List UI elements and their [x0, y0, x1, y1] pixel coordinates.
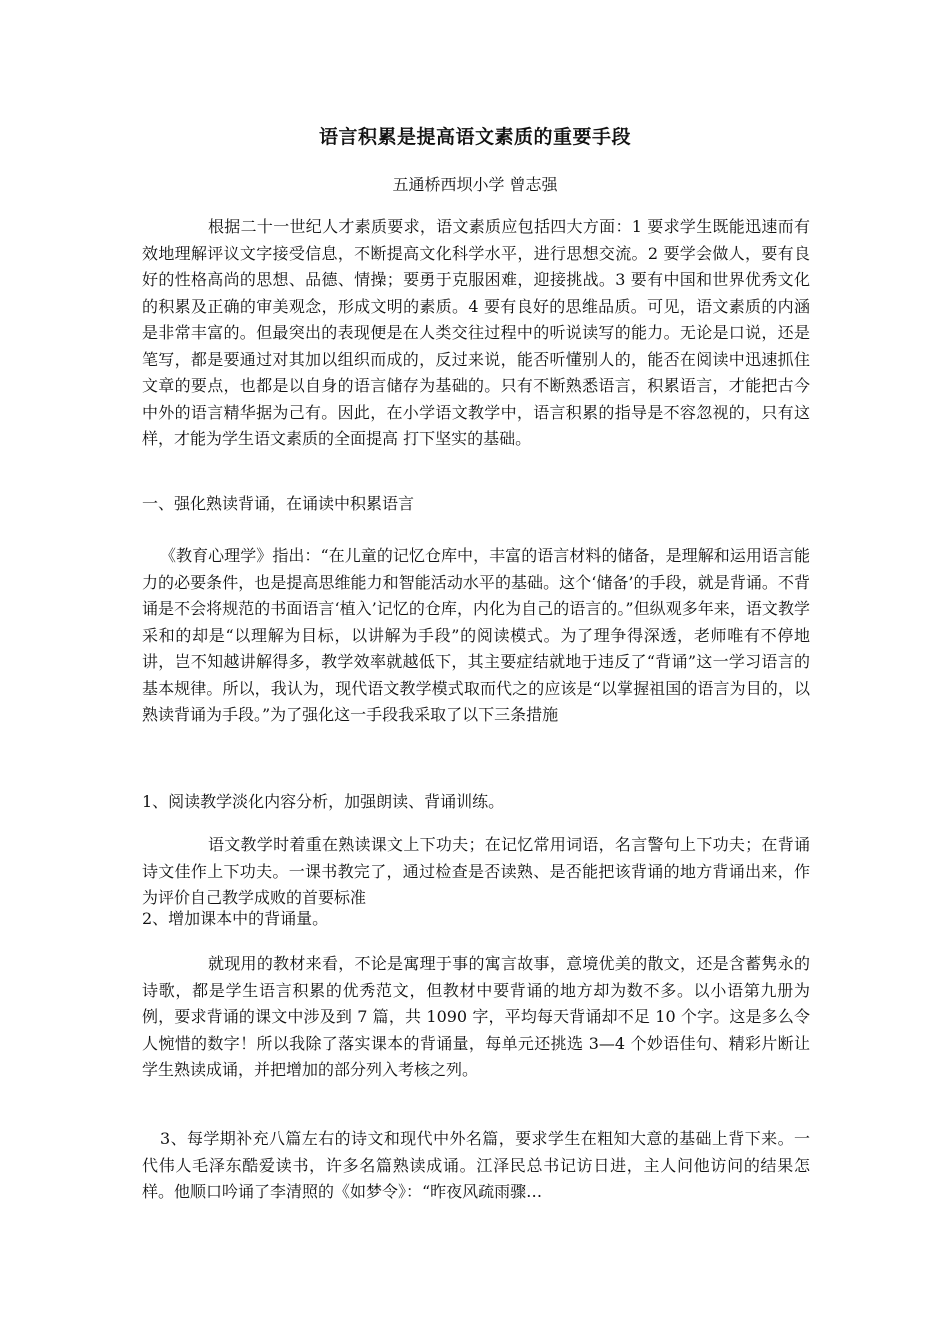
item2-heading: 2、增加课本中的背诵量。 — [142, 909, 329, 928]
document-author: 五通桥西坝小学 曾志强 — [392, 175, 558, 194]
section1-paragraph: 《教育心理学》指出：“在儿童的记忆仓库中，丰富的语言材料的储备，是理解和运用语言能力的必要条件，也是提高思维能力和智能活动水平的基础。这个‘储备’的手段，就是背诵。不背诵是不会将规范的书面语言‘植入’记忆的仓库，内化为自己的语言的。”但纵观多年来，语文教学采和的却是“以理解为目标，以讲解为手段”的阅读模式。为了理争得深透，老师唯有不停地讲，岂不知越讲解得多，教学效率就越低下，其主要症结就地于违反了“背诵”这一学习语言的基本规律。所以，我认为，现代语文教学模式取而代之的应该是“以掌握祖国的语言为目的，以熟读背诵为手段。”为了强化这一手段我采取了以下三条措施 — [142, 546, 810, 724]
document-title: 语言积累是提高语文素质的重要手段 — [318, 126, 631, 148]
item1-heading: 1、阅读教学淡化内容分析，加强朗读、背诵训练。 — [142, 792, 505, 811]
item2-paragraph: 就现用的教材来看，不论是寓理于事的寓言故事，意境优美的散文，还是含蓄隽永的诗歌，都是学生语言积累的优秀范文，但教材中要背诵的地方却为数不多。以小语第九册为例，要求背诵的课文中涉及到 7 篇，共 1090 字，平均每天背诵却不足 10 个字。这是多么令人惋惜的数字！所以我除了落实课本的背诵量，每单元还挑选 3—4 个妙语佳句、精彩片断让学生熟读成诵，并把增加的部分列入考核之列。 — [142, 954, 810, 1079]
item3-paragraph: 3、每学期补充八篇左右的诗文和现代中外名篇，要求学生在粗知大意的基础上背下来。一代伟人毛泽东酷爱读书，许多名篇熟读成诵。江泽民总书记访日进，主人问他访问的结果怎样。他顺口吟诵了李清照的《如梦令》：“昨夜风疏雨骤… — [142, 1129, 810, 1201]
intro-paragraph: 根据二十一世纪人才素质要求，语文素质应包括四大方面：1 要求学生既能迅速而有效地理解评议文字接受信息，不断提高文化科学水平，进行思想交流。2 要学会做人，要有良好的性格高尚的思想、品德、情操；要勇于克服困难，迎接挑战。3 要有中国和世界优秀文化的积累及正确的审美观念，形成文明的素质。4 要有良好的思维品质。可见，语文素质的内涵是非常丰富的。但最突出的表现便是在人类交往过程中的听说读写的能力。无论是口说，还是笔写，都是要通过对其加以组织而成的，反过来说，能否听懂别人的，能否在阅读中迅速抓住文章的要点，也都是以自身的语言储存为基础的。只有不断熟悉语言，积累语言，才能把古今中外的语言精华据为己有。因此，在小学语文教学中，语言积累的指导是不容忽视的，只有这样，才能为学生语文素质的全面提高 打下坚实的基础。 — [142, 217, 810, 448]
section1-heading: 一、强化熟读背诵，在诵读中积累语言 — [142, 494, 415, 513]
item1-paragraph: 语文教学时着重在熟读课文上下功夫；在记忆常用词语，名言警句上下功夫；在背诵诗文佳作上下功夫。一课书教完了，通过检查是否读熟、是否能把该背诵的地方背诵出来，作为评价自己教学成败的首要标准 — [142, 835, 810, 907]
